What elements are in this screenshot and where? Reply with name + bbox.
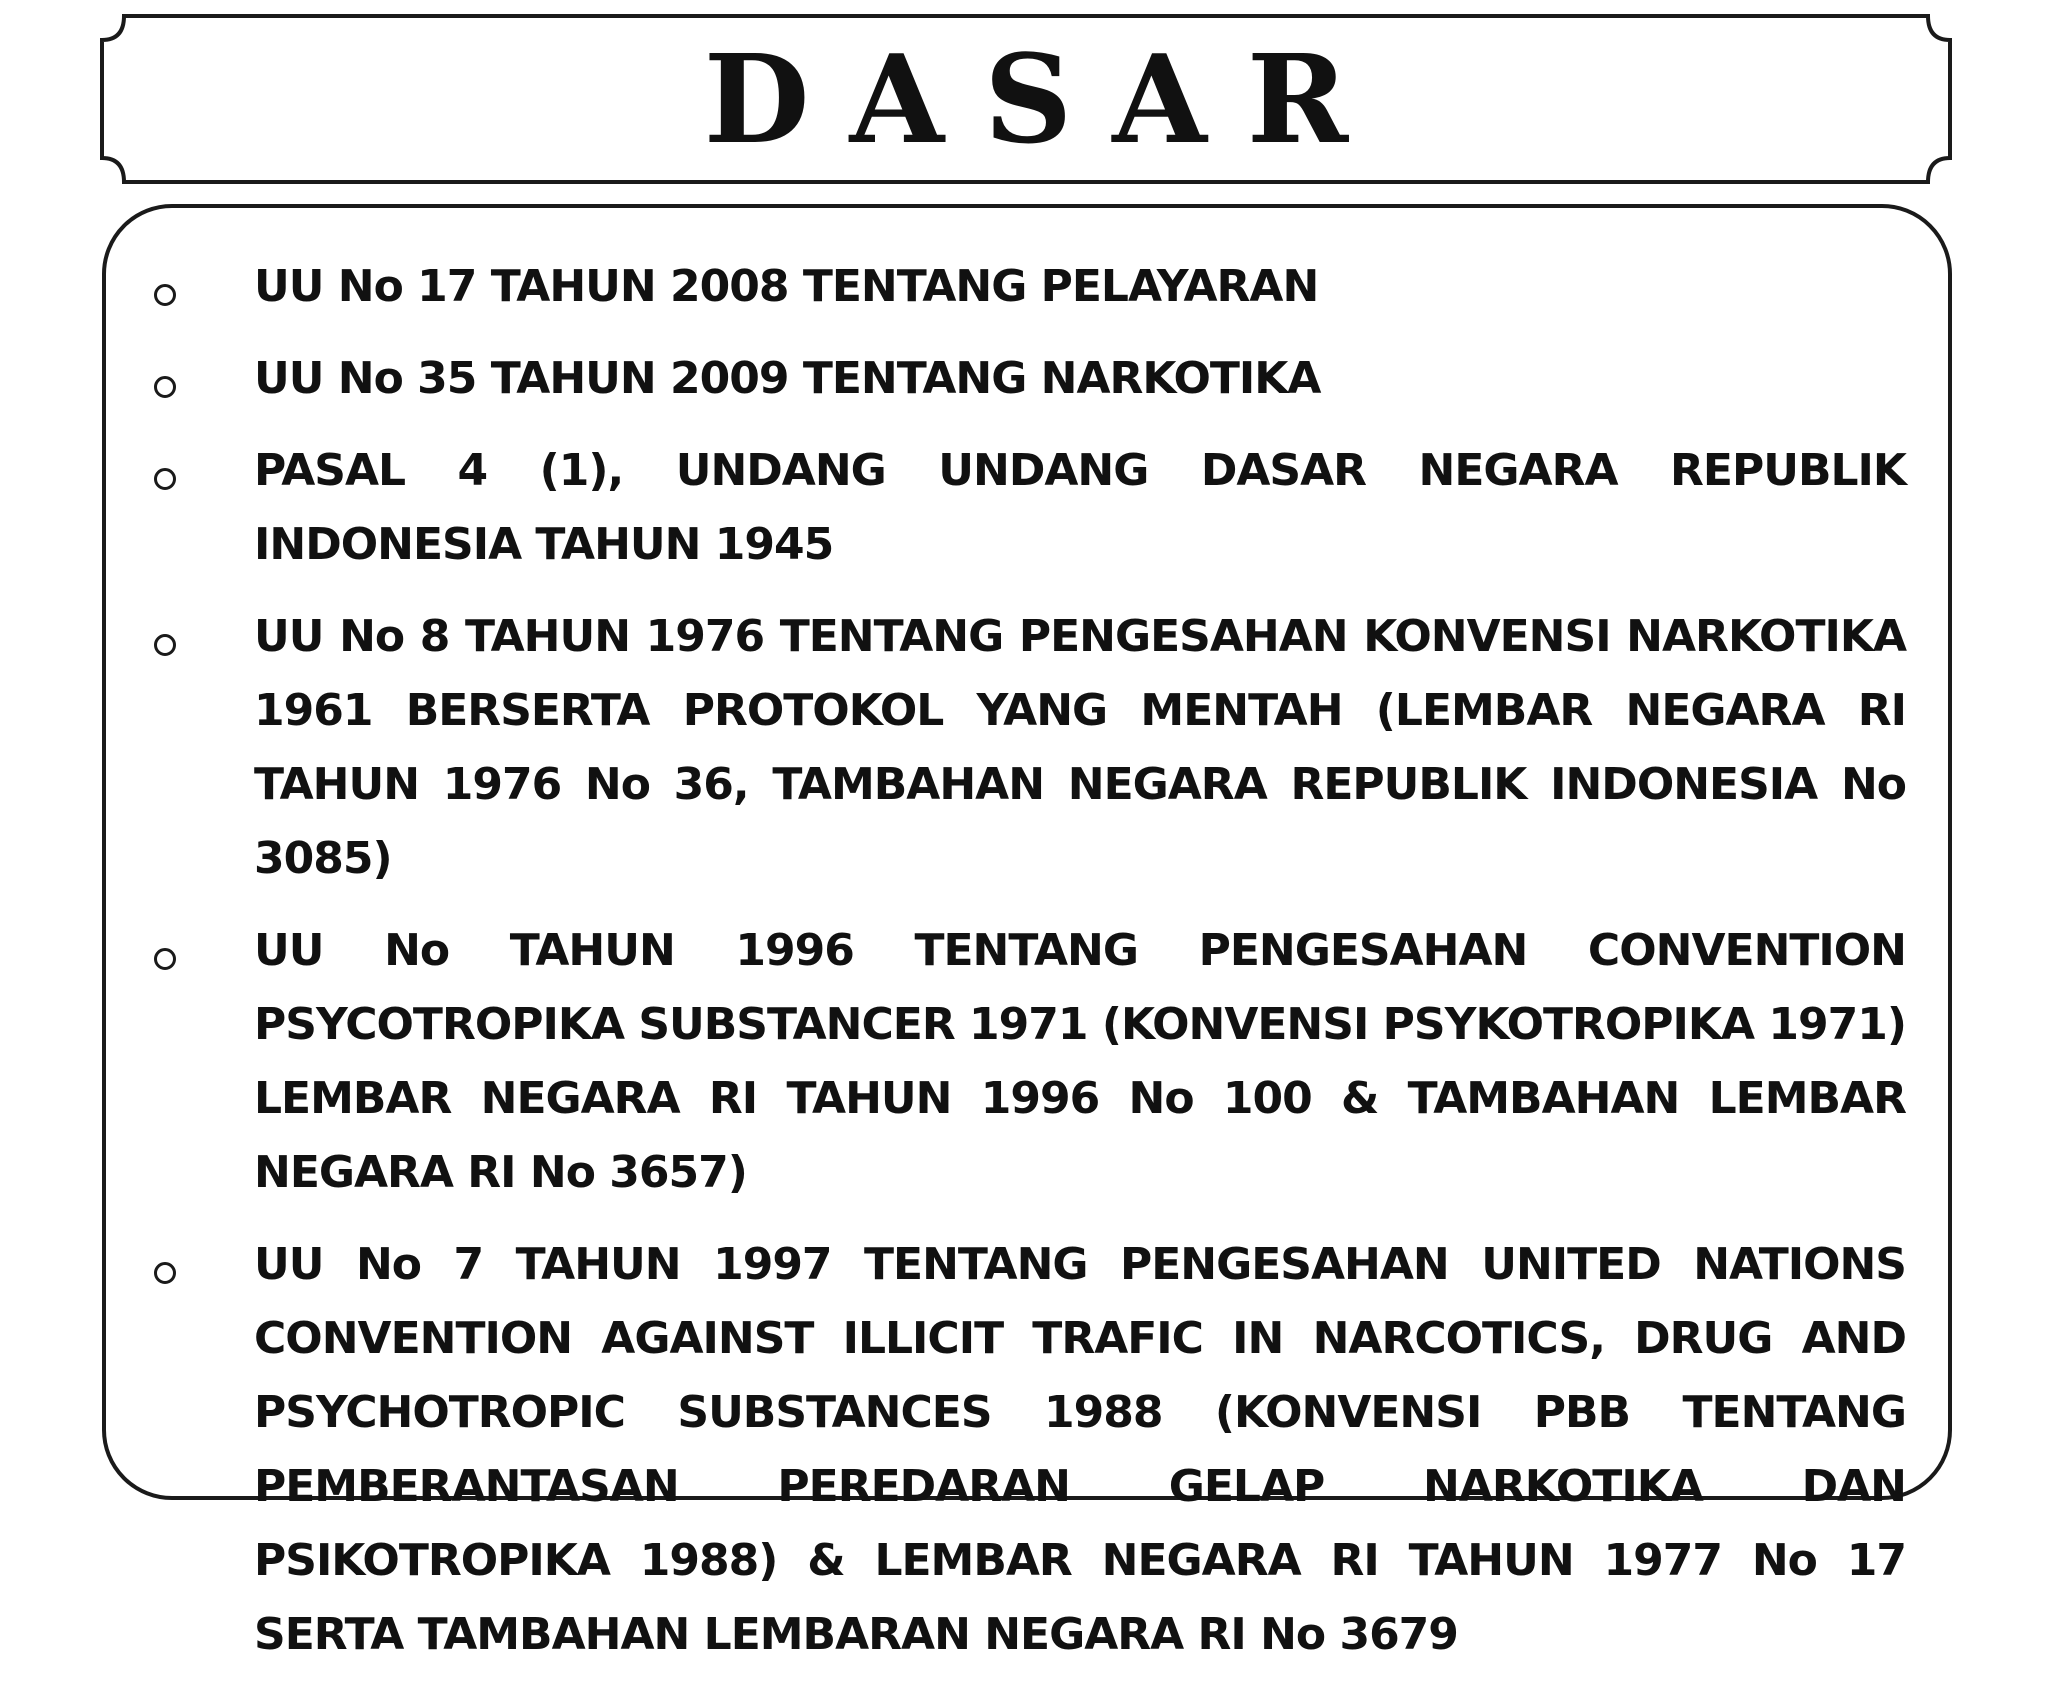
circle-bullet-icon <box>154 948 176 970</box>
list-item-text: UU No 17 TAHUN 2008 TENTANG PELAYARAN <box>254 261 1319 312</box>
circle-bullet-icon <box>154 376 176 398</box>
list-item-text: UU No 8 TAHUN 1976 TENTANG PENGESAHAN KONVENSI NARKOTIKA 1961 BERSERTA PROTOKOL YANG MENTAH (LEMBAR NEGARA RI TAHUN 1976 No 36, TAMBAHAN NEGARA REPUBLIK INDONESIA No 3085) <box>254 611 1906 884</box>
list-item <box>106 914 1948 1210</box>
list-item-text: PASAL 4 (1), UNDANG UNDANG DASAR NEGARA REPUBLIK INDONESIA TAHUN 1945 <box>254 445 1906 570</box>
list-item-text: UU No TAHUN 1996 TENTANG PENGESAHAN CONVENTION PSYCOTROPIKA SUBSTANCER 1971 (KONVENSI PSYKOTROPIKA 1971) LEMBAR NEGARA RI TAHUN 1996 No 100 & TAMBAHAN LEMBAR NEGARA RI No 3657) <box>254 925 1906 1198</box>
list-item-text: UU No 35 TAHUN 2009 TENTANG NARKOTIKA <box>254 353 1321 404</box>
list-item <box>106 342 1948 416</box>
list-item <box>106 600 1948 896</box>
circle-bullet-icon <box>154 1262 176 1284</box>
content-panel <box>102 204 1952 1660</box>
circle-bullet-icon <box>154 634 176 656</box>
list-item-text: UU No 7 TAHUN 1997 TENTANG PENGESAHAN UNITED NATIONS CONVENTION AGAINST ILLICIT TRAFIC IN NARCOTICS, DRUG AND PSYCHOTROPIC SUBSTANCES 1988 (KONVENSI PBB TENTANG PEMBERANTASAN PEREDARAN GELAP NARKOTIKA DAN PSIKOTROPIKA 1988) & LEMBAR NEGARA RI TAHUN 1977 No 17 SERTA TAMBAHAN LEMBARAN NEGARA RI No 3679 <box>254 1239 1906 1660</box>
circle-bullet-icon <box>154 284 176 306</box>
page-title: DASAR <box>703 27 1389 171</box>
list-item <box>106 250 1948 324</box>
list-item <box>106 434 1948 582</box>
title-banner <box>100 14 1952 184</box>
circle-bullet-icon <box>154 468 176 490</box>
list-item <box>106 1228 1948 1672</box>
legal-basis-list <box>106 250 1948 1690</box>
